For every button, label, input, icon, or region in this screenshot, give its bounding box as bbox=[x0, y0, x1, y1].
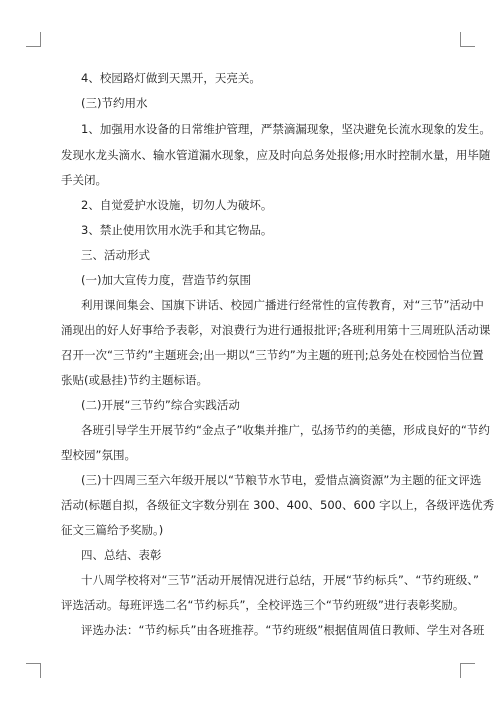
section-heading: (二)开展“三节约”综合实践活动 bbox=[81, 398, 240, 412]
paragraph-line: 1、加强用水设备的日常维护管理，严禁滴漏现象，坚决避免长流水现象的发生。 bbox=[81, 122, 491, 136]
section-heading: 三、活动形式 bbox=[81, 248, 150, 262]
section-heading: 四、总结、表彰 bbox=[81, 548, 162, 562]
paragraph-line: 各班引导学生开展节约“金点子”收集并推广，弘扬节约的美德，形成良好的“节约 bbox=[81, 423, 490, 437]
paragraph-line: 3、禁止使用饮用水洗手和其它物品。 bbox=[81, 223, 273, 237]
paragraph-line: 张贴(或悬挂)节约主题标语。 bbox=[61, 373, 208, 387]
paragraph-line: 活动(标题自拟，各级征文字数分别在 300、400、500、600 字以上，各级评选优秀 bbox=[61, 498, 495, 512]
paragraph-line: 涌现出的好人好事给予表彰，对浪费行为进行通报批评;各班利用第十三周班队活动课 bbox=[61, 323, 491, 337]
paragraph-line: 征文三篇给予奖励。) bbox=[61, 523, 164, 537]
paragraph-line: 召开一次“三节约”主题班会;出一期以“三节约”为主题的班刊;总务处在校园恰当位置 bbox=[61, 348, 484, 362]
paragraph-line: 发现水龙头滴水、输水管道漏水现象，应及时向总务处报修;用水时控制水量，用毕随 bbox=[61, 148, 491, 162]
section-heading: (一)加大宣传力度，营造节约氛围 bbox=[81, 273, 251, 287]
paragraph-line: 利用课间集会、国旗下讲话、校园广播进行经常性的宣传教育，对“三节”活动中 bbox=[81, 298, 484, 312]
paragraph-line: 十八周学校将对“三节”活动开展情况进行总结，开展“节约标兵”、“节约班级、” bbox=[81, 573, 479, 587]
paragraph-line: 手关闭。 bbox=[61, 173, 107, 187]
paragraph-line: 4、校园路灯做到天黑开，天亮关。 bbox=[81, 71, 261, 85]
paragraph-line: 2、自觉爱护水设施，切勿人为破坏。 bbox=[81, 198, 273, 212]
paragraph-line: 型校园”氛围。 bbox=[61, 448, 136, 462]
paragraph-line: 评选办法：“节约标兵”由各班推荐。“节约班级”根据值周值日教师、学生对各班 bbox=[81, 623, 485, 637]
paragraph-line: 评选活动。每班评选二名“节约标兵”，全校评选三个“节约班级”进行表彰奖励。 bbox=[61, 598, 465, 612]
section-heading: (三)节约用水 bbox=[81, 96, 148, 110]
paragraph-line: (三)十四周三至六年级开展以“节粮节水节电，爱惜点滴资源”为主题的征文评选 bbox=[81, 473, 482, 487]
